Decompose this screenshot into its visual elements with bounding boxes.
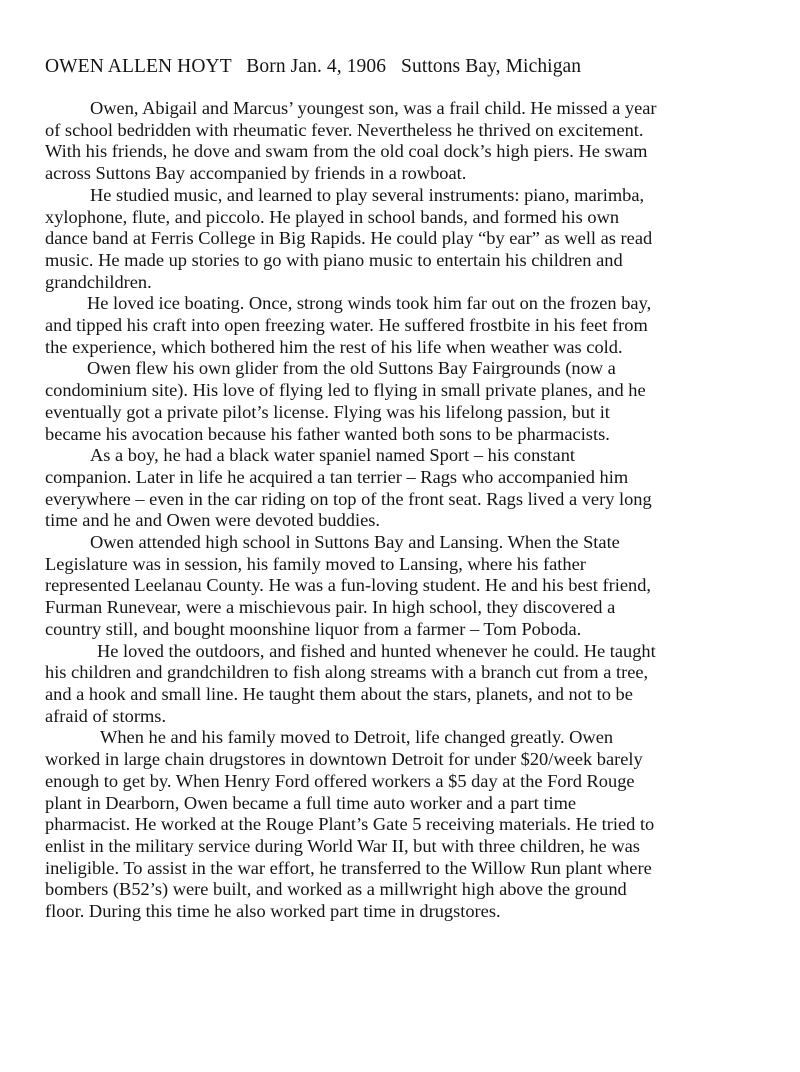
paragraph-music (45, 185, 785, 294)
paragraph-dogs (45, 445, 785, 532)
text-line: plant in Dearborn, Owen became a full time auto worker and a part time (45, 792, 577, 813)
text-line: music. He made up stories to go with piano music to entertain his children and (45, 249, 623, 270)
text-line: and tipped his craft into open freezing water. He suffered frostbite in his feet from (45, 315, 648, 336)
paragraph-detroit (45, 727, 785, 922)
text-line: afraid of storms. (45, 705, 167, 726)
text-line: When he and his family moved to Detroit, life changed greatly. Owen (100, 727, 614, 748)
text-line: Owen flew his own glider from the old Suttons Bay Fairgrounds (now a (87, 358, 616, 379)
paragraph-high-school (45, 532, 785, 641)
text-line: the experience, which bothered him the rest of his life when weather was cold. (45, 336, 623, 357)
text-line: of school bedridden with rheumatic fever. Nevertheless he thrived on excitement. (45, 119, 644, 140)
text-line: Legislature was in session, his family moved to Lansing, where his father (45, 553, 586, 574)
text-line: companion. Later in life he acquired a tan terrier – Rags who accompanied him (45, 466, 629, 487)
text-line: Furman Runevear, were a mischievous pair. In high school, they discovered a (45, 597, 616, 618)
text-line: enough to get by. When Henry Ford offered workers a $5 day at the Ford Rouge (45, 770, 635, 791)
text-line: xylophone, flute, and piccolo. He played in school bands, and formed his own (45, 206, 620, 227)
text-line: became his avocation because his father wanted both sons to be pharmacists. (45, 423, 610, 444)
text-line: Owen attended high school in Suttons Bay and Lansing. When the State (90, 532, 620, 553)
paragraph-childhood (45, 98, 785, 185)
text-line: represented Leelanau County. He was a fun-loving student. He and his best friend, (45, 575, 652, 596)
document-heading: OWEN ALLEN HOYT Born Jan. 4, 1906 Suttons Bay, Michigan (45, 56, 582, 77)
paragraph-flying (45, 358, 785, 445)
text-line: grandchildren. (45, 271, 152, 292)
text-line: He studied music, and learned to play several instruments: piano, marimba, (90, 184, 645, 205)
text-line: dance band at Ferris College in Big Rapids. He could play “by ear” as well as read (45, 228, 653, 249)
document-body (45, 98, 785, 923)
text-line: across Suttons Bay accompanied by friends in a rowboat. (45, 163, 467, 184)
text-line: his children and grandchildren to fish along streams with a branch cut from a tree, (45, 662, 649, 683)
text-line: floor. During this time he also worked part time in drugstores. (45, 901, 501, 922)
text-line: As a boy, he had a black water spaniel named Sport – his constant (90, 445, 576, 466)
text-line: ineligible. To assist in the war effort, he transferred to the Willow Run plant where (45, 857, 652, 878)
text-line: everywhere – even in the car riding on top of the front seat. Rags lived a very long (45, 488, 652, 509)
text-line: He loved the outdoors, and fished and hunted whenever he could. He taught (97, 640, 656, 661)
text-line: pharmacist. He worked at the Rouge Plant’s Gate 5 receiving materials. He tried to (45, 814, 655, 835)
text-line: country still, and bought moonshine liquor from a farmer – Tom Poboda. (45, 618, 582, 639)
text-line: condominium site). His love of flying led to flying in small private planes, and he (45, 380, 646, 401)
text-line: and a hook and small line. He taught them about the stars, planets, and not to be (45, 683, 633, 704)
text-line: bombers (B52’s) were built, and worked as a millwright high above the ground (45, 879, 627, 900)
text-line: He loved ice boating. Once, strong winds took him far out on the frozen bay, (87, 293, 652, 314)
paragraph-ice-boating (45, 293, 785, 358)
paragraph-outdoors (45, 641, 785, 728)
text-line: worked in large chain drugstores in downtown Detroit for under $20/week barely (45, 749, 643, 770)
text-line: enlist in the military service during World War II, but with three children, he was (45, 835, 640, 856)
text-line: time and he and Owen were devoted buddies. (45, 510, 381, 531)
text-line: eventually got a private pilot’s license. Flying was his lifelong passion, but it (45, 401, 610, 422)
text-line: Owen, Abigail and Marcus’ youngest son, was a frail child. He missed a year (90, 98, 657, 118)
text-line: With his friends, he dove and swam from the old coal dock’s high piers. He swam (45, 141, 648, 162)
